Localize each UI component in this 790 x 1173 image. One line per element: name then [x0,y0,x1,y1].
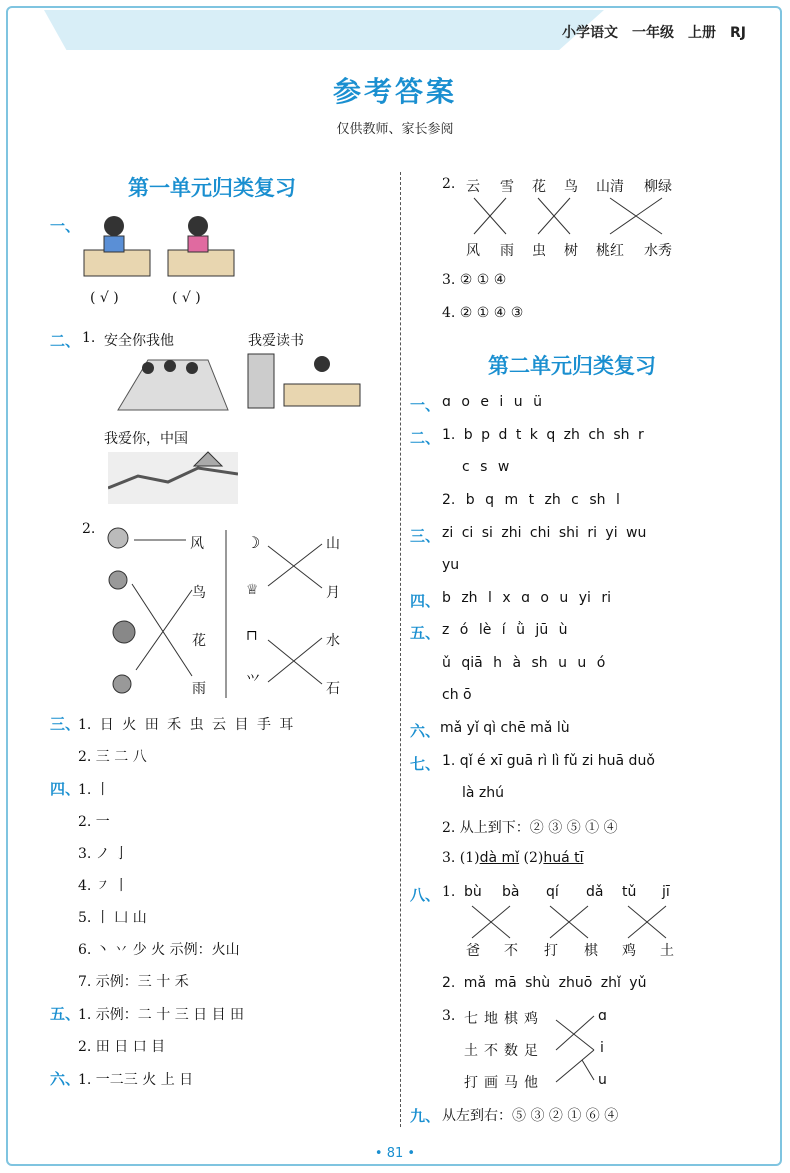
svg-text:⊓: ⊓ [246,628,258,644]
u1-q1-label: 一、 [50,217,81,235]
u1b-line3: 3. ② ① ④ [442,272,507,288]
u1b-line4: 4. ② ① ④ ③ [442,305,524,321]
u2-q8-n1: 1. [442,884,456,900]
u1b-top-5: 山清 [596,179,624,195]
u1b-top-4: 鸟 [564,179,578,195]
u1b-bottom-6: 水秀 [644,243,672,259]
header-subject: 小学语文 [562,25,618,41]
u2-q7-label: 七、 [410,755,441,773]
page-title: 参考答案 [332,75,457,108]
u2-q8-top-2: bà [502,884,520,900]
u1-q2-left-2: 鸟 [192,585,206,601]
u2-q2-label: 二、 [410,429,441,447]
u1-q3-label: 三、 [50,715,81,733]
u2-q8-matching-lines [462,904,682,940]
u1b-bottom-2: 雨 [500,243,514,259]
u1b-bottom-4: 树 [564,243,578,259]
u1-q4-line6: 6. 丶 丷 少 火 示例：火山 [78,942,240,958]
students-reading-illustration [80,212,240,284]
svg-text:☽: ☽ [246,533,261,552]
u2-q7-line2: 2. 从上到下：② ③ ⑤ ① ④ [442,820,618,836]
u2-q5-line2: ǔ qiā h à sh u u ó [442,655,606,671]
u2-q1-label: 一、 [410,396,441,414]
u1-q6-line1: 1. 一二三 火 上 日 [78,1072,194,1088]
u2-q8-top-3: qí [546,884,559,900]
u2-q2-line1: 1. b p d t k q zh ch sh r [442,427,644,443]
unit2-heading: 第二单元归类复习 [488,354,656,378]
u1-q4-line4: 4. ㇇ 丨 [78,878,129,894]
u1-q4-line2: 2. 一 [78,814,110,830]
u1-q3-line1: 1. 日 火 田 禾 虫 云 目 手 耳 [78,717,294,733]
u2-q4-label: 四、 [410,592,441,610]
u1-q2-right-2: 月 [326,585,340,601]
u1b-top-6: 柳绿 [644,179,672,195]
u1b-top-1: 云 [466,179,480,195]
u1b-bottom-1: 风 [466,243,480,259]
u2-q8-letter-3: u [598,1072,607,1088]
svg-text:♕: ♕ [246,582,259,598]
u1-q2-text3: 我爱你，中国 [104,431,188,447]
u2-q8-bottom-5: 鸡 [622,943,636,959]
u1-q2-text2: 我爱读书 [248,333,304,349]
u2-q7-l3-ans2: huá tī [543,850,584,866]
u2-q8-bottom-3: 打 [544,943,558,959]
u1-q2-text1: 安全你我他 [104,333,174,349]
crossing-road-illustration [108,350,232,412]
u2-q8-letter-lines [552,1010,602,1086]
u1-q2-left-4: 雨 [192,681,206,697]
u1b-bottom-3: 虫 [532,243,546,259]
header-info [548,22,746,42]
u2-q7-line1b: là zhú [462,785,505,801]
u2-q2-line1b: c s w [462,459,510,475]
u1-q5-line2: 2. 田 日 口 目 [78,1039,166,1055]
u1b-top-2: 雪 [500,179,514,195]
u1b-top-3: 花 [532,179,546,195]
u2-q8-letter-1: ɑ [598,1008,607,1024]
u1-q2-n1: 1. [82,330,96,346]
u2-q3-line1: zi ci si zhi chi shi ri yi wu [442,525,647,541]
boy-reading-illustration [246,350,362,412]
u2-q8-top-1: bù [464,884,482,900]
u2-q9-label: 九、 [410,1107,441,1125]
u1-q2-left-3: 花 [192,633,206,649]
u2-q5-line1: z ó lè í ǜ jū ù [442,622,568,638]
u1-q2-right-3: 水 [326,633,340,649]
column-divider [400,172,401,1127]
u2-q1-text: ɑ o e i u ü [442,394,542,410]
u2-q7-line1: 1. qǐ é xī guā rì lì fǔ zi huā duǒ [442,753,655,769]
u2-q5-line3: ch ō [442,687,472,703]
u1-q2-label: 二、 [50,332,81,350]
u2-q8-bottom-1: 爸 [466,943,480,959]
u1-q6-label: 六、 [50,1070,81,1088]
u1-q1-check-1: ( √ ) [90,290,119,306]
u2-q4-text: b zh l x ɑ o u yi ri [442,590,612,606]
u1-q2-n2: 2. [82,521,96,537]
unit1-heading: 第一单元归类复习 [128,176,296,200]
page-number: • 81 • [374,1146,416,1161]
u2-q8-row-1: 七地棋鸡 [464,1011,544,1027]
u1b-matching-lines [462,196,682,238]
u1-q3-line2: 2. 三 二 八 [78,749,147,765]
u2-q6-label: 六、 [410,722,441,740]
u2-q8-row-2: 土不数足 [464,1043,544,1059]
u1-q4-line7: 7. 示例：三 十 禾 [78,974,189,990]
u1-q4-line1: 1. 丨 [78,782,110,798]
header-term: 上册 [688,25,716,41]
u1b-q2-n2: 2. [442,176,456,192]
u1-q2-left-1: 风 [190,536,204,552]
great-wall-illustration [108,448,238,506]
u2-q8-top-6: jī [662,884,670,900]
u2-q8-n3: 3. [442,1008,456,1024]
page-subtitle: 仅供教师、家长参阅 [336,122,454,137]
u2-q7-line3 [442,850,584,866]
u2-q9-text: 从左到右：⑤ ③ ② ① ⑥ ④ [442,1108,619,1124]
u2-q5-label: 五、 [410,624,441,642]
u2-q7-l3-mid: (2) [519,850,544,866]
u2-q8-bottom-2: 不 [504,943,518,959]
u1-q4-line5: 5. 丨 凵 山 [78,910,147,926]
header-grade: 一年级 [632,25,674,41]
u1-q5-line1: 1. 示例：二 十 三 日 目 田 [78,1007,245,1023]
u2-q8-bottom-6: 土 [660,943,674,959]
u2-q2-line2: 2. b q m t zh c sh l [442,492,620,508]
u1-q4-line3: 3. ノ 亅 [78,846,129,862]
header-edition: RJ [730,25,746,41]
u2-q7-l3-ans1: dà mǐ [479,850,520,866]
svg-text:⺍: ⺍ [246,674,260,690]
u2-q3-label: 三、 [410,527,441,545]
u1-q2-right-1: 山 [326,536,340,552]
u2-q8-label: 八、 [410,886,441,904]
u2-q8-top-5: tǔ [622,884,637,900]
u1-q2-matching [100,520,350,700]
u2-q8-letter-2: i [600,1040,604,1056]
u1-q2-right-4: 石 [326,681,340,697]
u2-q7-l3-prefix: 3. (1) [442,850,480,866]
u1-q1-check-2: ( √ ) [172,290,201,306]
u2-q8-row-3: 打画马他 [464,1075,544,1091]
u2-q3-line1b: yu [442,557,460,573]
u2-q8-bottom-4: 棋 [584,943,598,959]
u2-q6-text: mǎ yǐ qì chē mǎ lù [440,720,570,736]
u1b-bottom-5: 桃红 [596,243,624,259]
u1-q5-label: 五、 [50,1005,81,1023]
u1-q4-label: 四、 [50,780,81,798]
header-band [44,10,604,50]
u2-q8-top-4: dǎ [586,884,604,900]
u2-q8-line2: 2. mǎ mā shù zhuō zhǐ yǔ [442,975,647,991]
